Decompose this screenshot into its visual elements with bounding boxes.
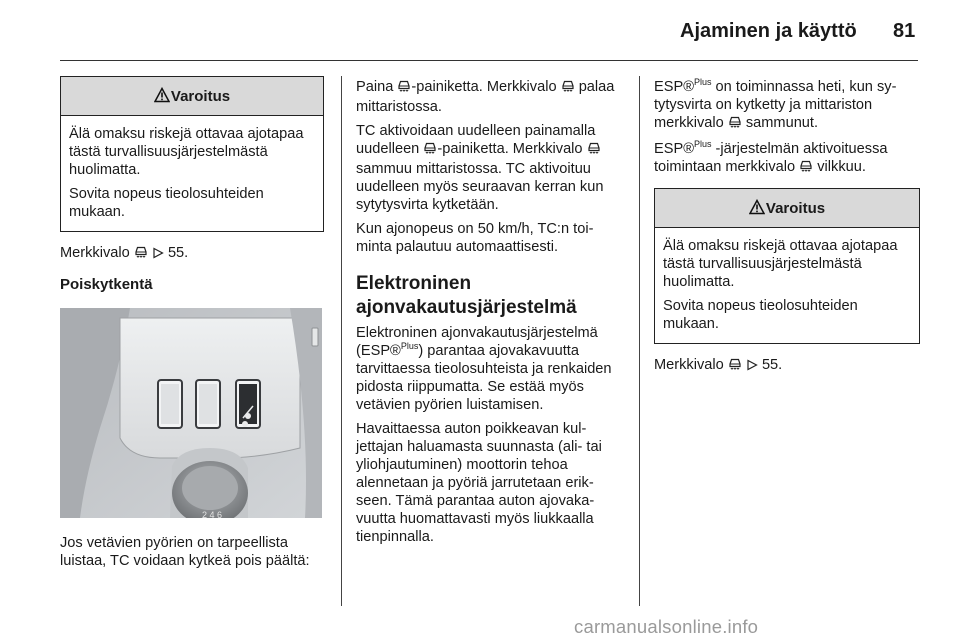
body-paragraph: Jos vetävien pyörien on tarpeellista luistaa, TC voidaan kytkeä pois päältä: bbox=[60, 535, 310, 569]
column-1 bbox=[60, 76, 324, 576]
warning-body bbox=[61, 116, 323, 231]
body-paragraph: Havaittaessa auton poikkeavan kuljettajan haluamasta suunnasta (ali- tai yliohjautuminen) moottorin tehoa alennetaan ja pyöriä jarrutetaan erikseen. Tämä parantaa auton ajovakavuutta huomattavasti myös liukkaalla tienpinnalla. bbox=[356, 421, 602, 545]
warning-text: Älä omaksu riskejä ottavaa ajotapaa tästä turvallisuusjärjestelmästä huolimatta. bbox=[663, 238, 898, 290]
warning-label: Varoitus bbox=[765, 200, 826, 217]
page-number: 81 bbox=[893, 20, 916, 42]
body-paragraph: TC aktivoidaan uudelleen painamalla uudelleen -painiketta. Merkkivalo sammuu mittaristossa. TC aktivoituu uudelleen myös seuraavan kerran kun sytytysvirta kytketään. bbox=[356, 123, 604, 213]
traction-control-icon bbox=[423, 141, 437, 160]
page-reference-icon bbox=[746, 358, 758, 376]
column-2 bbox=[356, 78, 622, 552]
page-reference-icon bbox=[152, 246, 164, 264]
warning-header bbox=[61, 77, 323, 116]
column-divider-1 bbox=[341, 76, 342, 606]
traction-control-icon bbox=[587, 141, 601, 160]
traction-control-icon bbox=[561, 79, 575, 98]
warning-text: Sovita nopeus tieolosuhteiden mukaan. bbox=[69, 186, 264, 220]
watermark: carmanualsonline.info bbox=[574, 616, 759, 637]
warning-text: Älä omaksu riskejä ottavaa ajotapaa tästä turvallisuusjärjestelmästä huolimatta. bbox=[69, 126, 304, 178]
svg-text:2 4 6: 2 4 6 bbox=[202, 510, 223, 518]
traction-control-icon bbox=[728, 115, 742, 134]
indicator-reference: Merkkivalo 55. bbox=[60, 244, 324, 264]
traction-control-icon bbox=[728, 357, 742, 376]
body-paragraph: Paina -painiketta. Merkkivalo palaa mittaristossa. bbox=[356, 79, 615, 115]
warning-label: Varoitus bbox=[170, 88, 231, 105]
traction-control-icon bbox=[799, 159, 813, 178]
warning-text: Sovita nopeus tieolosuhteiden mukaan. bbox=[663, 298, 858, 332]
warning-triangle-icon bbox=[749, 191, 765, 230]
warning-body bbox=[655, 228, 919, 343]
column-3 bbox=[654, 78, 920, 382]
warning-header bbox=[655, 189, 919, 228]
tc-off-button-photo bbox=[60, 308, 322, 518]
section-subheading: Poiskytkentä bbox=[60, 276, 153, 293]
column-divider-2 bbox=[639, 76, 640, 606]
warning-box bbox=[654, 188, 920, 344]
section-heading: Elektroninen ajonvakautusjärjestelmä bbox=[356, 273, 577, 318]
warning-box bbox=[60, 76, 324, 232]
traction-control-icon bbox=[134, 245, 148, 264]
chapter-title: Ajaminen ja käyttö bbox=[680, 20, 857, 42]
warning-triangle-icon bbox=[154, 79, 170, 118]
indicator-reference: Merkkivalo 55. bbox=[654, 356, 920, 376]
traction-control-icon bbox=[397, 79, 411, 98]
body-paragraph: ESP®$^{Plus}$ -järjestelmän aktivoituessa toimintaan merkkivalo vilkkuu. bbox=[654, 140, 920, 178]
header-divider bbox=[60, 60, 918, 61]
body-paragraph: ESP®$^{Plus}$ on toiminnassa heti, kun sytytysvirta on kytketty ja mittariston merkkivalo sammunut. bbox=[654, 78, 920, 134]
body-paragraph: Elektroninen ajonvakautusjärjestelmä (ESP®$^{Plus}$) parantaa ajovakavuutta tarvittaessa tieolosuhteista ja renkaiden pidosta riippumatta. Se estää myös vetävien pyörien luistamisen. bbox=[356, 325, 612, 413]
body-paragraph: Kun ajonopeus on 50 km/h, TC:n toiminta palautuu automaattisesti. bbox=[356, 221, 594, 255]
